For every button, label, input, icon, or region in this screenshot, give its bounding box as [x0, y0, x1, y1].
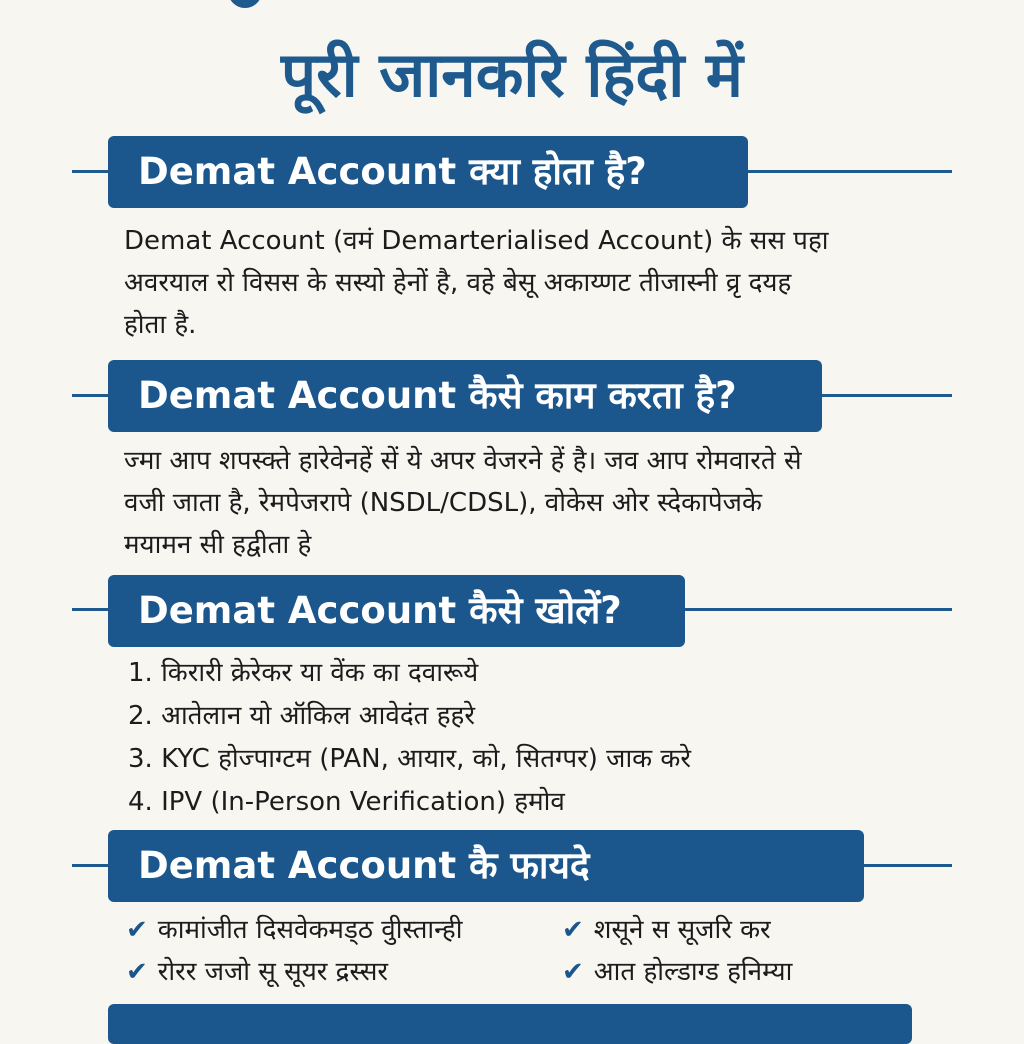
benefit-label: आत होल्डाग्ड हनिम्या	[593, 957, 793, 987]
benefit-item	[562, 952, 792, 992]
next-section-heading-bar	[108, 1004, 912, 1044]
check-icon: ✔	[562, 957, 584, 987]
step-item: 4. IPV (In-Person Verification) हमोव	[128, 787, 565, 817]
body-line: वजी जाता है, रेमपेजरापे (NSDL/CDSL), वोकेस ओर स्देकापेजके	[124, 488, 762, 518]
benefit-label: शसूने स सूजरि कर	[593, 915, 771, 945]
section-heading-benefits: Demat Account कै फायदे	[108, 830, 864, 902]
section-body-how-it-works	[124, 440, 924, 566]
benefit-item	[126, 952, 388, 992]
check-icon: ✔	[126, 915, 148, 945]
benefit-label: रोरर जजो सू सूयर द्रस्सर	[157, 957, 389, 987]
body-line: होता है.	[124, 310, 197, 340]
body-line: ज्मा आप शपस्क्ते हारेवेनहें सें ये अपर वेजरने हें है। जव आप रोमवारते से	[124, 446, 802, 476]
check-icon: ✔	[126, 957, 148, 987]
step-item: 2. आतेलान यो ऑकिल आवेदंत हहरे	[128, 701, 475, 731]
body-line: अवरयाल रो विसस के सस्यो हेनों है, वहे बेसू अकाय्णट तीजास्नी व्रृ दयह	[124, 268, 792, 298]
step-item: 1. किरारी क्रेरेकर या वेंक का दवारूये	[128, 658, 479, 688]
body-line: Demat Account (वमं Demarterialised Account) के सस पहा	[124, 226, 829, 256]
benefit-item	[562, 910, 771, 950]
steps-list	[128, 652, 691, 824]
check-icon: ✔	[562, 915, 584, 945]
section-heading-how-it-works: Demat Account कैसे काम करता है?	[108, 360, 822, 432]
step-item: 3. KYC होज्पाग्टम (PAN, आयार, को, सितग्पर) जाक करे	[128, 744, 692, 774]
benefit-item	[126, 910, 462, 950]
benefit-label: कामांजीत दिसवेकमड्ठ वुीस्तान्ही	[157, 915, 463, 945]
top-decoration	[228, 0, 262, 8]
section-body-what-is	[124, 220, 924, 346]
section-heading-how-to-open: Demat Account कैसे खोलें?	[108, 575, 685, 647]
page-title: पूरी जानकरि हिंदी में	[281, 38, 743, 111]
section-heading-what-is: Demat Account क्या होता है?	[108, 136, 748, 208]
body-line: मयामन सी हद्वीता हे	[124, 530, 312, 560]
